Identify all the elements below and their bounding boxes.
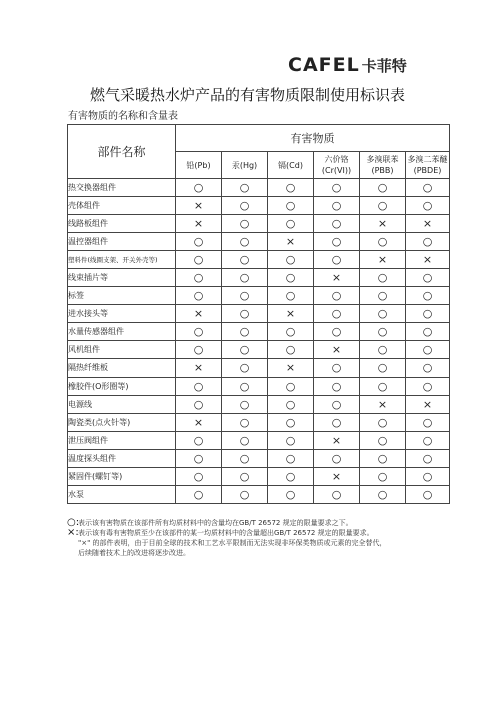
- compliant-mark: ○: [314, 323, 360, 341]
- table-row: [68, 449, 450, 467]
- substance-name: 铅(Pb): [186, 160, 211, 170]
- compliant-mark: ○: [222, 413, 268, 431]
- compliant-mark: ○: [314, 395, 360, 413]
- compliant-mark: ○: [360, 413, 406, 431]
- part-name-cell: 隔热纤维板: [68, 359, 176, 377]
- substance-name: 汞(Hg): [231, 160, 258, 170]
- compliant-mark: ○: [268, 179, 314, 197]
- substance-header: [176, 152, 222, 179]
- compliant-mark: ○: [268, 485, 314, 503]
- compliant-mark: ○: [176, 323, 222, 341]
- compliant-mark: ○: [406, 467, 450, 485]
- substance-header: [222, 152, 268, 179]
- hazardous-substance-table: [67, 124, 450, 504]
- table-row: [68, 467, 450, 485]
- compliant-mark: ○: [360, 377, 406, 395]
- exceeds-mark: ×: [360, 215, 406, 233]
- compliant-mark: ○: [222, 179, 268, 197]
- compliant-mark: ○: [406, 413, 450, 431]
- note-cross: [67, 528, 457, 538]
- compliant-mark: ○: [176, 269, 222, 287]
- table-row: [68, 197, 450, 215]
- part-name-cell: 热交换器组件: [68, 179, 176, 197]
- compliant-mark: ○: [222, 485, 268, 503]
- substance-symbol: (Cr(VI)): [321, 166, 352, 175]
- exceeds-mark: ×: [314, 467, 360, 485]
- compliant-mark: ○: [268, 269, 314, 287]
- compliant-mark: ○: [314, 287, 360, 305]
- cross-symbol: ×:: [67, 527, 79, 538]
- substance-header: [406, 152, 450, 179]
- substance-symbol: (PBDE): [413, 166, 442, 175]
- table-row: [68, 377, 450, 395]
- compliant-mark: ○: [268, 413, 314, 431]
- part-name-cell: 壳体组件: [68, 197, 176, 215]
- part-name-cell: 温度探头组件: [68, 449, 176, 467]
- compliant-mark: ○: [222, 431, 268, 449]
- compliant-mark: ○: [360, 467, 406, 485]
- compliant-mark: ○: [268, 467, 314, 485]
- compliant-mark: ○: [360, 341, 406, 359]
- note-explain-line2: 后续随着技术上的改进将逐步改进。: [78, 549, 190, 557]
- substance-name: 镉(Cd): [278, 160, 303, 170]
- part-name-cell: 线束插片等: [68, 269, 176, 287]
- compliant-mark: ○: [222, 395, 268, 413]
- compliant-mark: ○: [222, 467, 268, 485]
- compliant-mark: ○: [314, 359, 360, 377]
- compliant-mark: ○: [406, 197, 450, 215]
- table-row: [68, 431, 450, 449]
- compliant-mark: ○: [314, 377, 360, 395]
- exceeds-mark: ×: [176, 359, 222, 377]
- table-row: [68, 341, 450, 359]
- compliant-mark: ○: [268, 341, 314, 359]
- part-name-cell: 标签: [68, 287, 176, 305]
- compliant-mark: ○: [176, 395, 222, 413]
- compliant-mark: ○: [314, 449, 360, 467]
- table-row: [68, 485, 450, 503]
- table-row: [68, 305, 450, 323]
- exceeds-mark: ×: [176, 197, 222, 215]
- compliant-mark: ○: [222, 449, 268, 467]
- compliant-mark: ○: [176, 179, 222, 197]
- compliant-mark: ○: [268, 377, 314, 395]
- substance-header: [314, 152, 360, 179]
- exceeds-mark: ×: [406, 395, 450, 413]
- part-name-cell: 塑料件(线圈支架、开关外壳等): [68, 251, 176, 269]
- compliant-mark: ○: [406, 449, 450, 467]
- compliant-mark: ○: [268, 215, 314, 233]
- exceeds-mark: ×: [314, 269, 360, 287]
- compliant-mark: ○: [406, 485, 450, 503]
- part-name-cell: 水泵: [68, 485, 176, 503]
- hazardous-substance-header: 有害物质: [176, 125, 450, 152]
- compliant-mark: ○: [222, 251, 268, 269]
- compliant-mark: ○: [176, 233, 222, 251]
- table-row: [68, 269, 450, 287]
- compliant-mark: ○: [222, 269, 268, 287]
- compliant-mark: ○: [268, 251, 314, 269]
- part-name-cell: 进水接头等: [68, 305, 176, 323]
- logo-latin-text: CAFEL: [288, 54, 360, 76]
- compliant-mark: ○: [314, 215, 360, 233]
- table-row: [68, 395, 450, 413]
- part-name-cell: 水量传感器组件: [68, 323, 176, 341]
- note-circle: [67, 518, 457, 528]
- compliant-mark: ○: [360, 305, 406, 323]
- table-row: [68, 233, 450, 251]
- compliant-mark: ○: [406, 359, 450, 377]
- logo-chinese-text: 卡菲特: [361, 56, 407, 75]
- compliant-mark: ○: [360, 431, 406, 449]
- part-name-header: 部件名称: [68, 125, 176, 179]
- table-row: [68, 179, 450, 197]
- page-title: 燃气采暖热水炉产品的有害物质限制使用标识表: [90, 86, 406, 104]
- exceeds-mark: ×: [406, 215, 450, 233]
- compliant-mark: ○: [406, 269, 450, 287]
- table-row: [68, 287, 450, 305]
- compliant-mark: ○: [176, 467, 222, 485]
- table-row: [68, 359, 450, 377]
- compliant-mark: ○: [268, 449, 314, 467]
- compliant-mark: ○: [406, 341, 450, 359]
- exceeds-mark: ×: [268, 233, 314, 251]
- compliant-mark: ○: [268, 323, 314, 341]
- compliant-mark: ○: [360, 269, 406, 287]
- compliant-mark: ○: [360, 359, 406, 377]
- compliant-mark: ○: [176, 377, 222, 395]
- note-circle-text: 表示该有害物质在该部件所有均质材料中的含量均在GB/T 26572 规定的限量要求之下。: [78, 519, 353, 527]
- compliant-mark: ○: [176, 251, 222, 269]
- exceeds-mark: ×: [360, 395, 406, 413]
- exceeds-mark: ×: [406, 251, 450, 269]
- table-row: [68, 251, 450, 269]
- substance-name: 多溴二苯醚: [407, 155, 448, 164]
- compliant-mark: ○: [360, 197, 406, 215]
- compliant-mark: ○: [268, 197, 314, 215]
- compliant-mark: ○: [314, 179, 360, 197]
- compliant-mark: ○: [406, 431, 450, 449]
- circle-symbol: ○:: [67, 517, 80, 528]
- compliant-mark: ○: [360, 449, 406, 467]
- exceeds-mark: ×: [314, 431, 360, 449]
- compliant-mark: ○: [360, 179, 406, 197]
- compliant-mark: ○: [360, 323, 406, 341]
- compliant-mark: ○: [314, 413, 360, 431]
- compliant-mark: ○: [314, 251, 360, 269]
- compliant-mark: ○: [222, 359, 268, 377]
- compliant-mark: ○: [268, 395, 314, 413]
- exceeds-mark: ×: [268, 359, 314, 377]
- substance-name: 六价铬: [324, 155, 349, 164]
- note-cross-text: 表示该有毒有害物质至少在该部件的某一均质材料中的含量超出GB/T 26572 规定的限量要求。: [78, 529, 374, 537]
- compliant-mark: ○: [268, 287, 314, 305]
- exceeds-mark: ×: [176, 215, 222, 233]
- compliant-mark: ○: [314, 197, 360, 215]
- part-name-cell: 线路板组件: [68, 215, 176, 233]
- compliant-mark: ○: [314, 485, 360, 503]
- exceeds-mark: ×: [176, 305, 222, 323]
- exceeds-mark: ×: [176, 413, 222, 431]
- part-name-cell: 泄压阀组件: [68, 431, 176, 449]
- part-name-cell: 电源线: [68, 395, 176, 413]
- compliant-mark: ○: [176, 485, 222, 503]
- compliant-mark: ○: [406, 377, 450, 395]
- compliant-mark: ○: [360, 287, 406, 305]
- compliant-mark: ○: [360, 485, 406, 503]
- compliant-mark: ○: [406, 287, 450, 305]
- compliant-mark: ○: [406, 323, 450, 341]
- compliant-mark: ○: [176, 431, 222, 449]
- table-row: [68, 413, 450, 431]
- compliant-mark: ○: [176, 287, 222, 305]
- compliant-mark: ○: [360, 233, 406, 251]
- substance-header: [360, 152, 406, 179]
- compliant-mark: ○: [222, 323, 268, 341]
- table-row: [68, 323, 450, 341]
- page-subtitle: 有害物质的名称和含量表: [68, 111, 178, 122]
- note-explain-line1: "×" 的部件表明，由于目前全球的技术和工艺水平限制而无法实现非环保类物质或元素的完全替代，: [78, 539, 387, 547]
- compliant-mark: ○: [222, 377, 268, 395]
- compliant-mark: ○: [176, 449, 222, 467]
- part-name-cell: 橡胶件(O形圈等): [68, 377, 176, 395]
- exceeds-mark: ×: [360, 251, 406, 269]
- compliant-mark: ○: [406, 179, 450, 197]
- part-name-cell: 风机组件: [68, 341, 176, 359]
- brand-logo: [288, 54, 438, 76]
- table-row: [68, 215, 450, 233]
- compliant-mark: ○: [406, 233, 450, 251]
- notes-section: [67, 518, 457, 558]
- compliant-mark: ○: [176, 341, 222, 359]
- compliant-mark: ○: [222, 287, 268, 305]
- substance-name: 多溴联苯: [366, 155, 399, 164]
- exceeds-mark: ×: [268, 305, 314, 323]
- compliant-mark: ○: [314, 305, 360, 323]
- part-name-cell: 温控器组件: [68, 233, 176, 251]
- compliant-mark: ○: [222, 233, 268, 251]
- substance-header: [268, 152, 314, 179]
- part-name-cell: 陶瓷类(点火针等): [68, 413, 176, 431]
- exceeds-mark: ×: [314, 341, 360, 359]
- compliant-mark: ○: [222, 341, 268, 359]
- compliant-mark: ○: [222, 305, 268, 323]
- compliant-mark: ○: [268, 431, 314, 449]
- substance-symbol: (PBB): [371, 166, 394, 175]
- compliant-mark: ○: [406, 305, 450, 323]
- compliant-mark: ○: [222, 197, 268, 215]
- compliant-mark: ○: [222, 215, 268, 233]
- compliant-mark: ○: [314, 233, 360, 251]
- part-name-cell: 紧固件(螺钉等): [68, 467, 176, 485]
